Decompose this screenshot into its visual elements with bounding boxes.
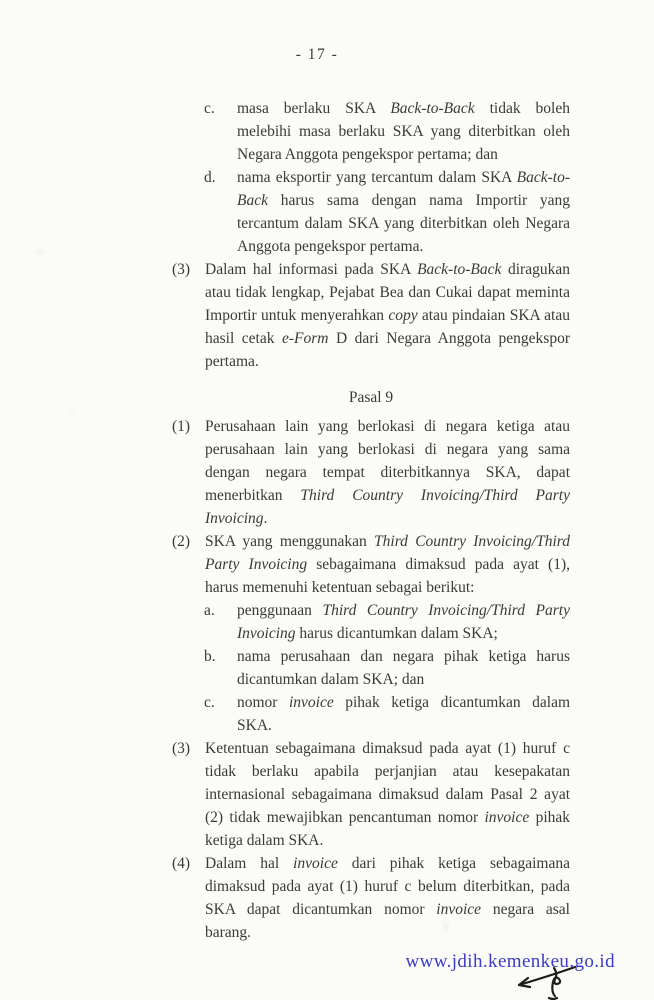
numbered-list-item [172, 852, 570, 944]
signature-mark [503, 958, 587, 1000]
scan-smudge [70, 408, 75, 411]
item-marker: (3) [172, 740, 191, 757]
item-marker: a. [204, 602, 215, 619]
sub-list-item [204, 691, 570, 737]
item-marker: d. [204, 169, 216, 186]
numbered-list-item [172, 530, 570, 599]
sub-list-item [204, 166, 570, 258]
item-marker: (2) [172, 533, 191, 550]
numbered-list-item [172, 415, 570, 530]
item-text: nama perusahaan dan negara pihak ketiga harus dicantumkan dalam SKA; dan [237, 648, 570, 688]
item-marker: (4) [172, 855, 191, 872]
scan-smudge [443, 922, 449, 930]
item-text: penggunaan Third Country Invoicing/Third Party Invoicing harus dicantumkan dalam SKA; [237, 602, 570, 642]
item-text: Ketentuan sebagaimana dimaksud pada ayat (1) huruf c tidak berlaku apabila perjanjian atau kesepakatan internasional sebagaimana dimaksud dalam Pasal 2 ayat (2) tidak mewajibkan pencantuman nomor invoice pihak ketiga dalam SKA. [205, 740, 570, 849]
item-text: nama eksportir yang tercantum dalam SKA Back-to-Back harus sama dengan nama Importir yang tercantum dalam SKA yang diterbitkan oleh Negara Anggota pengekspor pertama. [237, 169, 570, 255]
item-marker: c. [204, 694, 215, 711]
sub-list-item [204, 645, 570, 691]
item-marker: (3) [172, 261, 191, 278]
item-marker: b. [204, 648, 216, 665]
document-body [172, 97, 570, 944]
item-text: Dalam hal invoice dari pihak ketiga sebagaimana dimaksud pada ayat (1) huruf c belum diterbitkan, pada SKA dapat dicantumkan nomor invoice negara asal barang. [205, 855, 570, 941]
item-marker: c. [204, 100, 215, 117]
item-text: masa berlaku SKA Back-to-Back tidak boleh melebihi masa berlaku SKA yang diterbitkan oleh Negara Anggota pengekspor pertama; dan [237, 100, 570, 163]
watermark-link[interactable]: www.jdih.kemenkeu.go.id [405, 951, 615, 972]
item-text: SKA yang menggunakan Third Country Invoicing/Third Party Invoicing sebagaimana dimaksud pada ayat (1), harus memenuhi ketentuan sebagai berikut: [205, 533, 570, 596]
page-number: - 17 - [295, 46, 339, 63]
scan-smudge [36, 248, 45, 256]
sub-list-item [204, 599, 570, 645]
article-heading: Pasal 9 [348, 389, 394, 406]
item-text: Dalam hal informasi pada SKA Back-to-Back diragukan atau tidak lengkap, Pejabat Bea dan Cukai dapat meminta Importir untuk menyerahkan copy atau pindaian SKA atau hasil cetak e-Form D dari Negara Anggota pengekspor pertama. [205, 261, 570, 370]
numbered-list-item [172, 258, 570, 373]
item-text: nomor invoice pihak ketiga dicantumkan dalam SKA. [237, 694, 571, 734]
numbered-list-item [172, 737, 570, 852]
sub-list-item [204, 97, 570, 166]
item-text: Perusahaan lain yang berlokasi di negara ketiga atau perusahaan lain yang berlokasi di negara yang sama dengan negara tempat diterbitkannya SKA, dapat menerbitkan Third Country Invoicing/Third Party Invoicing. [205, 418, 570, 527]
item-marker: (1) [172, 418, 191, 435]
